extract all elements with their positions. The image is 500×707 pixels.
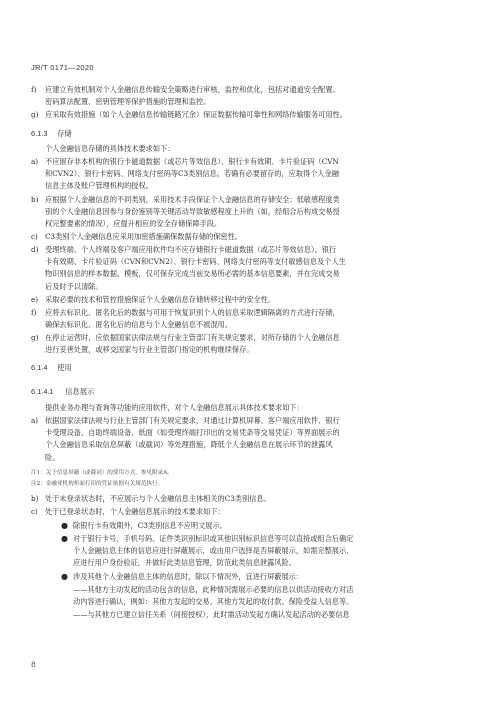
section-intro: 个人金融信息存储的具体技术要求如下：: [45, 144, 175, 153]
dash-item: ——其他方主动发起的活动包含的信息，此种情况需展示必要的信息以供活动接收方对活 动内容进行确认，例如：其他方发起的交易、其他方发起的收付款、保险受益人信息等。: [73, 585, 354, 607]
section-heading: 6.1.3 存储: [31, 129, 72, 138]
document-page: JR/T 0171—2020 f) 应建立有效机制对个人金融信息传输安全策略进行审核、监控和优化，包括对通道安全配置、 密码算法配置、密钥管理等保护措施的管理和监控。 g) 应采取有效措施（如个人金融信息传输链路冗余）保证数据传输可靠性和网络传输服务可用性。 6.1.3 存储 个人金融信息存储的具体技术要求如下： a) 不应留存非本机构的银行卡磁道数据（或芯片等效信息）、银行卡有效期、卡片验证码（CVN 和CVN2）、银行卡密码、网络支付密码等C3类别信息。若确有必要留存的，应取得个人金融 信息主体及账户管理机构的授权。 b) 应根据个人金融信息的不同类别，采用技术手段保证个人金融信息的存储安全；低敏感程度类 别的个人金融信息因参与身份鉴别等关键活动导致敏感程度上升的（如，经组合后构成交易授 权完整要素的情况），应提升相应的安全存储保障手段。 c) C3类别个人金融信息应采用加密措施确保数据存储的保密性。 d) 受理终端、个人终端及客户端应用软件均不应存储银行卡磁道数据（或芯片等效信息）、银行 卡有效期、卡片验证码（CVN和CVN2）、银行卡密码、网络支付密码等支付敏感信息及个人生 物识别信息的样本数据、模板，仅可保存完成当前交易所必需的基本信息要素，并在完成交易 后及时予以清除。 e) 采取必要的技术和管控措施保证个人金融信息存储转移过程中的安全性。 f) 应将去标识化、匿名化后的数据与可用于恢复识别个人的信息采取逻辑隔离的方式进行存储， 确保去标识化、匿名化后的信息与个人金融信息不被混用。 g) 在停止运营时，应依据国家法律法规与行业主管部门有关规定要求，对所存储的个人金融信息 进行妥善处置，或移交国家与行业主管部门指定的机构继续保存。 6.1.4 使用 6.1.4.1 信息展示 提供业务办理与查询等功能的应用软件，对个人金融信息展示具体技术要求如下： a) 依据国家法律法规与行业主管部门有关规定要求，对通过计算机屏幕、客户端应用软件、银行 卡受理设备、自助终端设备、纸面（如受理终端打印出的交易凭条等交易凭证）等界面展示的 个人金融信息采取信息屏蔽（或截词）等处理措施，降低个人金融信息在展示环节的泄露风 险。 注1：关于信息屏蔽（或截词）的使用方式，参见附录A。 注2：金融业机构柜面打印的凭证依据有关规范执行。 b) 处于未登录状态时，不应展示与个人金融信息主体相关的C3类别信息。 c) 处于已登录状态时，个人金融信息展示的技术要求如下： ● 除银行卡有效期外，C3类别信息不应明文展示。 ● 对于银行卡号、手机号码、证件类识别标识或其他识别标识信息等可以直接或组合后确定 个人金融信息主体的信息应进行屏蔽展示，或由用户选择是否屏蔽展示，如需完整展示， 应进行用户身份验证，并做好此类信息管理，防范此类信息泄露风险。 ● 涉及其他个人金融信息主体的信息时，除以下情况外，宜进行屏蔽展示： ——其他方主动发起的活动包含的信息，此种情况需展示必要的信息以供活动接收方对活 动内容进行确认，例如：其他方发起的交易、其他方发起的收付款、保险受益人信息等。 ——与其他方已建立信任关系（间接授权），此时需活动发起方确认发起活动的必要信息 8: [0, 0, 500, 707]
dash-item: ——与其他方已建立信任关系（间接授权），此时需活动发起方确认发起活动的必要信息: [73, 610, 350, 619]
section-intro: 提供业务办理与查询等功能的应用软件，对个人金融信息展示具体技术要求如下：: [45, 403, 304, 412]
section-heading: 6.1.4 使用: [31, 363, 72, 372]
standard-code: JR/T 0171—2020: [31, 63, 94, 72]
note: 注1：关于信息屏蔽（或截词）的使用方式，参见附录A。: [31, 470, 173, 476]
bullet-icon: ●: [61, 521, 68, 530]
bullet-icon: ●: [61, 534, 68, 543]
page-number: 8: [31, 660, 36, 669]
note: 注2：金融业机构柜面打印的凭证依据有关规范执行。: [31, 481, 164, 487]
bullet-icon: ●: [61, 572, 68, 581]
subsection-heading: 6.1.4.1 信息展示: [31, 387, 95, 396]
